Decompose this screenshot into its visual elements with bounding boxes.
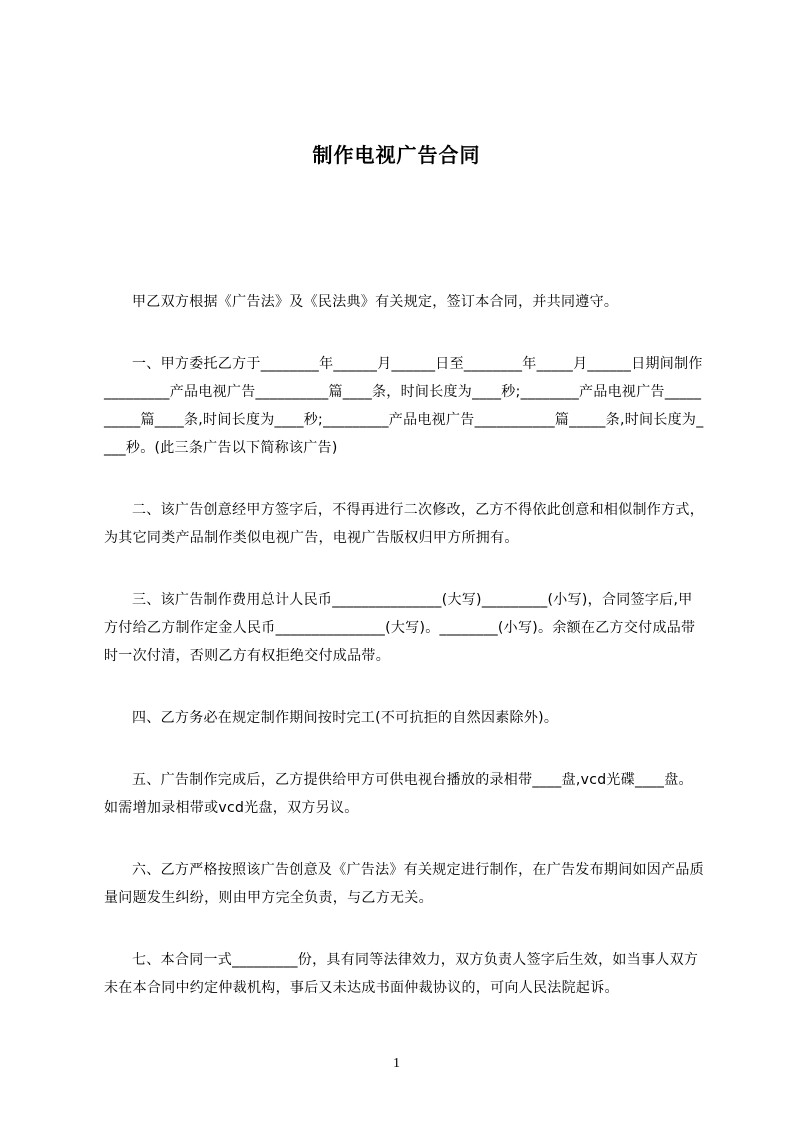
document-title: 制作电视广告合同 (312, 143, 481, 167)
clause-3-paragraph: 三、该广告制作费用总计人民币_______________(大写)_________(小写)，合同签字后,甲方付给乙方制作定金人民币_______________(大写)。________(小写)。余额在乙方交付成品带时一次付清，否则乙方有权拒绝交付成品带。 (104, 592, 696, 664)
clause-2-paragraph: 二、该广告创意经甲方签字后，不得再进行二次修改，乙方不得依此创意和相似制作方式，为其它同类产品制作类似电视广告，电视广告版权归甲方所拥有。 (104, 502, 704, 546)
clause-4-paragraph: 四、乙方务必在规定制作期间按时完工(不可抗拒的自然因素除外)。 (132, 710, 559, 726)
clause-5-paragraph: 五、广告制作完成后，乙方提供给甲方可供电视台播放的录相带____盘,vcd光碟____盘。如需增加录相带或vcd光盘，双方另议。 (104, 772, 693, 816)
clause-6-paragraph: 六、乙方严格按照该广告创意及《广告法》有关规定进行制作，在广告发布期间如因产品质量问题发生纠纷，则由甲方完全负责，与乙方无关。 (104, 862, 704, 906)
clause-7-paragraph: 七、本合同一式_________份，具有同等法律效力，双方负责人签字后生效，如当事人双方未在本合同中约定仲裁机构，事后又未达成书面仲裁协议的，可向人民法院起诉。 (104, 952, 699, 996)
clause-1-paragraph: 一、甲方委托乙方于________年______月______日至________年_____月______日期间制作_________产品电视广告__________篇____条，时间长度为____秒;________产品电视广告__________篇____条,时间长度为____秒;_________产品电视广告___________篇_____条,时间长度为____秒。(此三条广告以下简称该广告) (104, 356, 704, 456)
intro-paragraph: 甲乙双方根据《广告法》及《民法典》有关规定，签订本合同，并共同遵守。 (132, 294, 619, 310)
contract-body (104, 288, 704, 1036)
page-number: 1 (393, 1056, 400, 1071)
